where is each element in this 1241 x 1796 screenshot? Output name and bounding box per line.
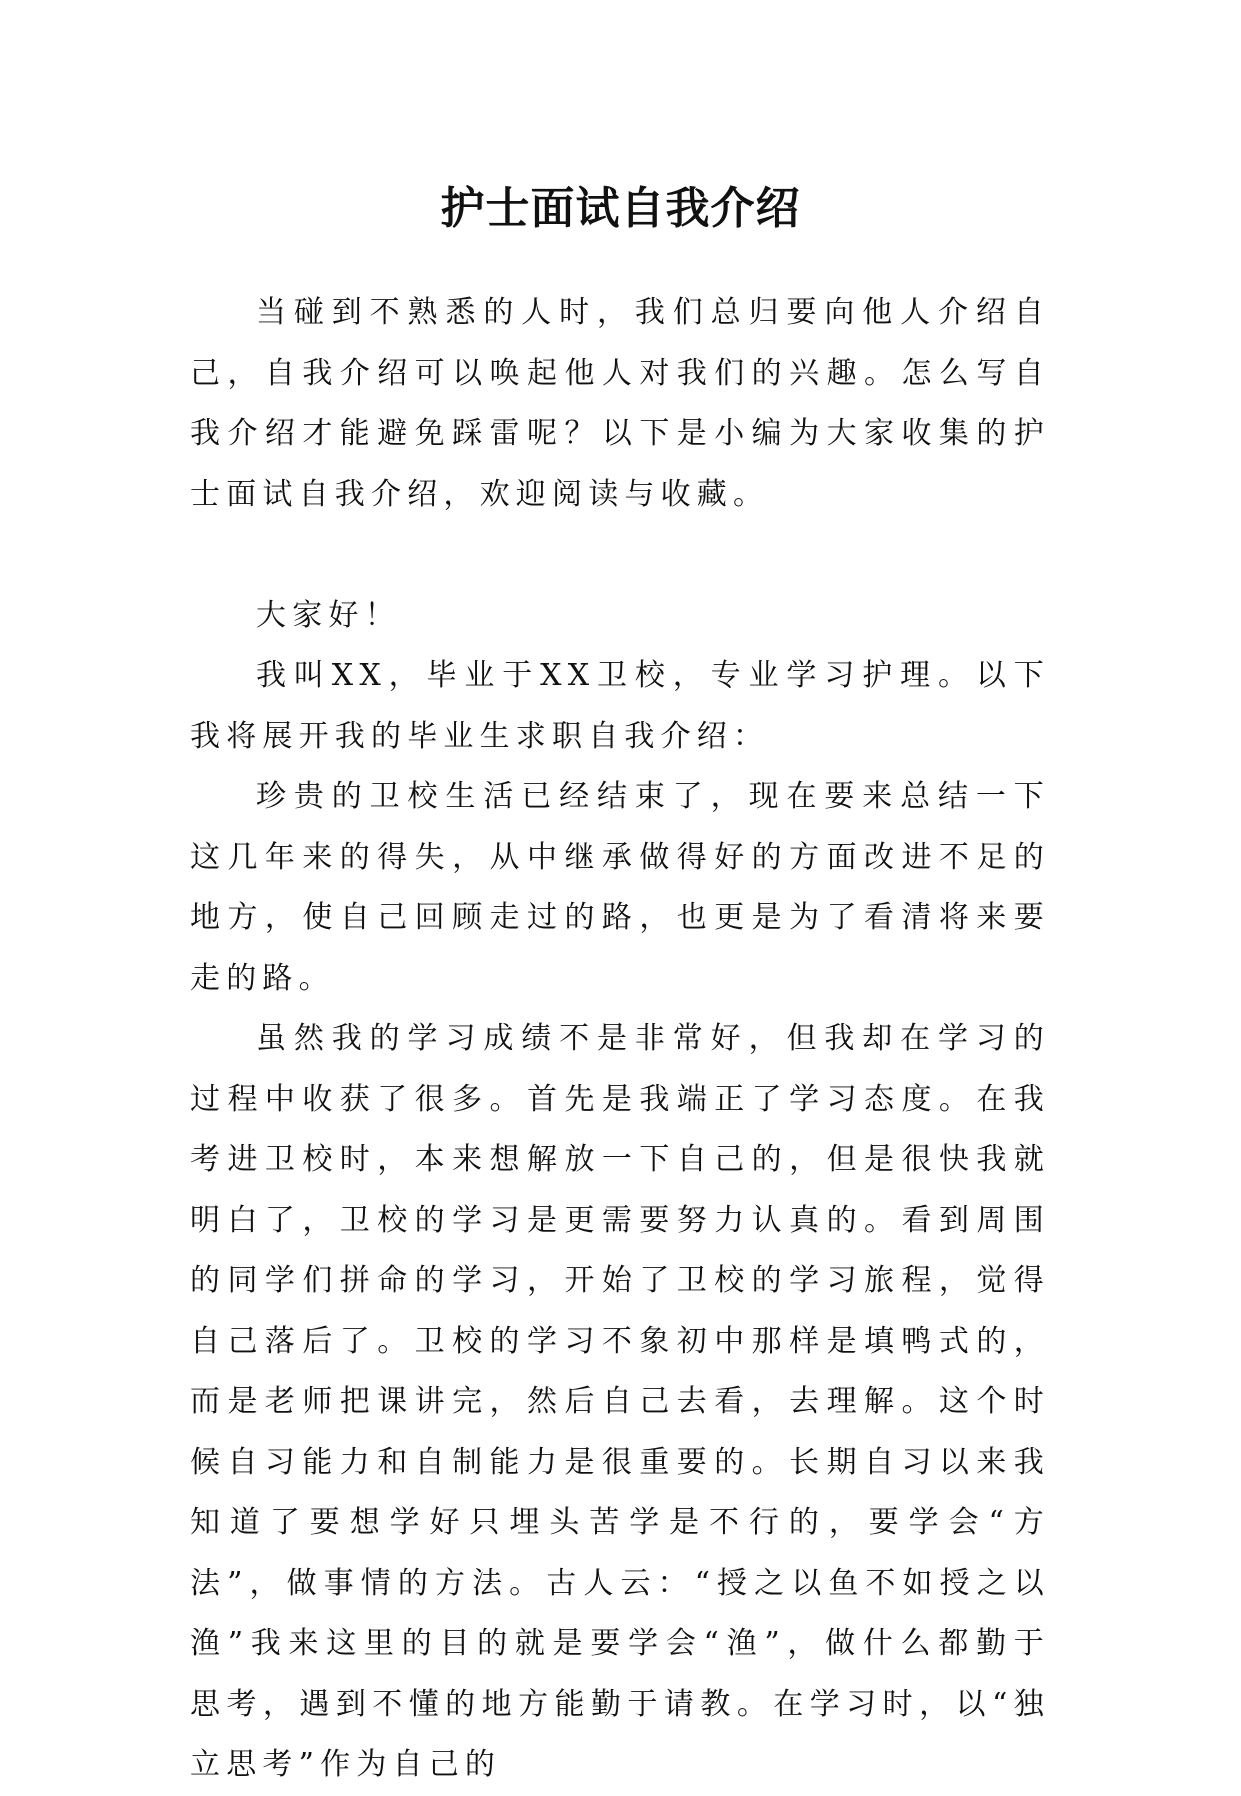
- greeting-paragraph: 大家好！: [256, 597, 401, 633]
- document-title: 护士面试自我介绍: [440, 183, 801, 235]
- self-intro-paragraph: 我叫XX，毕业于XX卫校，专业学习护理。以下我将展开我的毕业生求职自我介绍：: [190, 658, 1050, 754]
- study-experience-paragraph: 虽然我的学习成绩不是非常好，但我却在学习的过程中收获了很多。首先是我端正了学习态度。在我考进卫校时，本来想解放一下自己的，但是很快我就明白了，卫校的学习是更需要努力认真的。看到周围的同学们拼命的学习，开始了卫校的学习旅程，觉得自己落后了。卫校的学习不象初中那样是填鸭式的，而是老师把课讲完，然后自己去看，去理解。这个时候自习能力和自制能力是很重要的。长期自习以来我知道了要想学好只埋头苦学是不行的，要学会“方法”，做事情的方法。古人云：“授之以鱼不如授之以渔”我来这里的目的就是要学会“渔”，做什么都勤于思考，遇到不懂的地方能勤于请教。在学习时，以“独立思考”作为自己的: [190, 1021, 1050, 1782]
- school-life-paragraph: 珍贵的卫校生活已经结束了，现在要来总结一下这几年来的得失，从中继承做得好的方面改进不足的地方，使自己回顾走过的路，也更是为了看清将来要走的路。: [190, 779, 1050, 996]
- intro-paragraph: 当碰到不熟悉的人时，我们总归要向他人介绍自己，自我介绍可以唤起他人对我们的兴趣。怎么写自我介绍才能避免踩雷呢？以下是小编为大家收集的护士面试自我介绍，欢迎阅读与收藏。: [190, 295, 1050, 512]
- document-body: [190, 283, 1050, 1796]
